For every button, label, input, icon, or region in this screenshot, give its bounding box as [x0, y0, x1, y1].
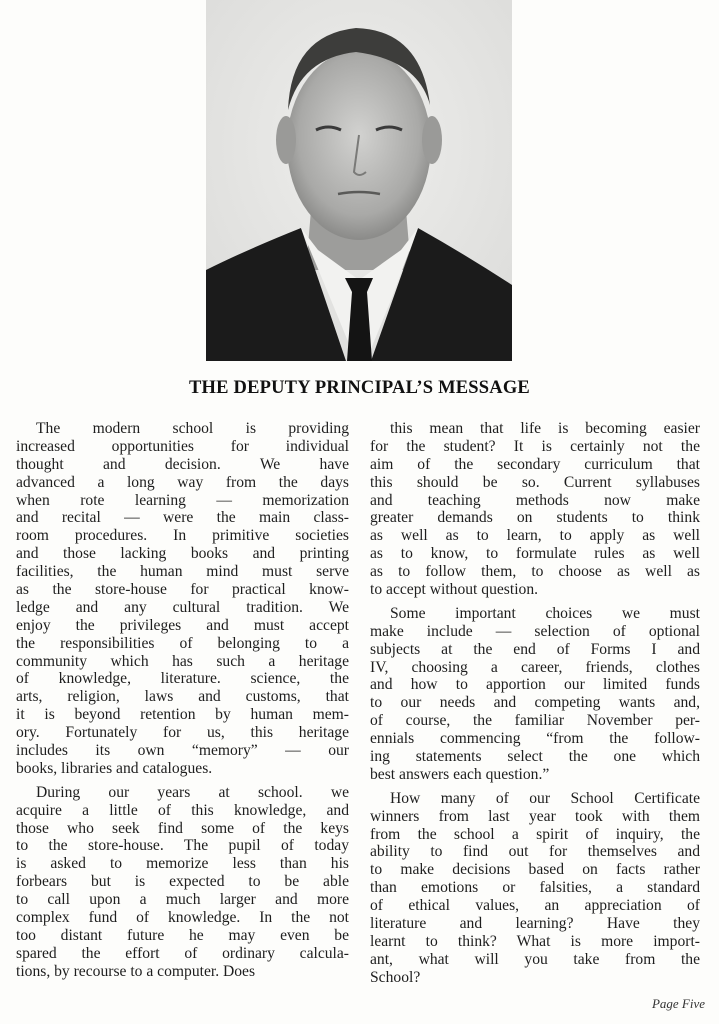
text-line: Some important choices we must: [390, 604, 700, 622]
text-line: and teaching methods now make: [370, 491, 700, 509]
text-line: it is beyond retention by human mem-: [16, 706, 349, 724]
text-line: winners from last year took with them: [370, 807, 700, 825]
paragraph: [370, 790, 700, 987]
text-line: to call upon a much larger and more: [16, 891, 349, 909]
text-line: During our years at school. we: [36, 783, 349, 801]
text-line: includes its own “memory” — our: [16, 742, 349, 760]
text-line: ability to find out for themselves and: [370, 843, 700, 861]
text-line: School?: [370, 968, 421, 986]
text-line: best answers each question.”: [370, 765, 550, 783]
portrait-illustration: [206, 0, 512, 361]
text-line: ory. Fortunately for us, this heritage: [16, 724, 349, 742]
text-line: is asked to memorize less than his: [16, 855, 349, 873]
right-column: [370, 420, 700, 993]
text-line: as the store-house for practical know-: [16, 581, 349, 599]
text-line: ennials commencing “from the follow-: [370, 730, 700, 748]
text-line: make include — selection of optional: [370, 622, 700, 640]
text-line: room procedures. In primitive societies: [16, 527, 349, 545]
text-line: from the school a spirit of inquiry, the: [370, 825, 700, 843]
text-line: ant, what will you take from the: [370, 950, 700, 968]
text-line: of ethical values, an appreciation of: [370, 897, 700, 915]
text-line: ing statements select the one which: [370, 748, 700, 766]
text-line: those who seek find some of the keys: [16, 819, 349, 837]
text-line: for the student? It is certainly not the: [370, 437, 700, 455]
text-line: this should be so. Current syllabuses: [370, 473, 700, 491]
text-line: enjoy the privileges and must accept: [16, 616, 349, 634]
text-line: as well as to learn, to apply as well: [370, 527, 700, 545]
text-line: to accept without question.: [370, 581, 539, 599]
text-line: to our needs and competing wants and,: [370, 694, 700, 712]
text-line: learnt to think? What is more import-: [370, 932, 700, 950]
paragraph: [16, 420, 349, 778]
text-line: too distant future he may even be: [16, 926, 349, 944]
text-line: spared the effort of ordinary calcula-: [16, 944, 349, 962]
text-line: and those lacking books and printing: [16, 545, 349, 563]
text-line: forbears but is expected to be able: [16, 873, 349, 891]
paragraph: [370, 605, 700, 784]
text-line: when rote learning — memorization: [16, 491, 349, 509]
text-line: to the store-house. The pupil of today: [16, 837, 349, 855]
text-line: of course, the familiar November per-: [370, 712, 700, 730]
text-line: and recital — were the main class-: [16, 509, 349, 527]
text-line: aim of the secondary curriculum that: [370, 455, 700, 473]
paragraph: [370, 420, 700, 599]
text-line: as to know, to formulate rules as well: [370, 545, 700, 563]
text-line: facilities, the human mind must serve: [16, 563, 349, 581]
text-line: as to follow them, to choose as well as: [370, 563, 700, 581]
text-line: IV, choosing a career, friends, clothes: [370, 658, 700, 676]
text-line: advanced a long way from the days: [16, 473, 349, 491]
text-line: this mean that life is becoming easier: [390, 420, 700, 437]
text-line: than emotions or falsities, a standard: [370, 879, 700, 897]
text-line: greater demands on students to think: [370, 509, 700, 527]
text-line: the responsibilities of belonging to a: [16, 634, 349, 652]
text-line: increased opportunities for individual: [16, 437, 349, 455]
text-line: books, libraries and catalogues.: [16, 759, 213, 777]
text-line: How many of our School Certificate: [390, 789, 700, 807]
text-line: complex fund of knowledge. In the not: [16, 909, 349, 927]
text-line: The modern school is providing: [36, 420, 349, 437]
text-line: arts, religion, laws and customs, that: [16, 688, 349, 706]
left-column: [16, 420, 349, 987]
text-line: of knowledge, literature. science, the: [16, 670, 349, 688]
text-line: thought and decision. We have: [16, 455, 349, 473]
portrait-photo: [206, 0, 512, 361]
text-line: subjects at the end of Forms I and: [370, 640, 700, 658]
text-line: to make decisions based on facts rather: [370, 861, 700, 879]
text-line: and how to apportion our limited funds: [370, 676, 700, 694]
paragraph: [16, 784, 349, 981]
text-line: literature and learning? Have they: [370, 915, 700, 933]
page-title: THE DEPUTY PRINCIPAL’S MESSAGE: [189, 378, 530, 398]
text-line: community which has such a heritage: [16, 652, 349, 670]
text-line: tions, by recourse to a computer. Does: [16, 962, 256, 980]
page-number: Page Five: [651, 996, 705, 1011]
text-line: acquire a little of this knowledge, and: [16, 801, 349, 819]
text-line: ledge and any cultural tradition. We: [16, 598, 349, 616]
